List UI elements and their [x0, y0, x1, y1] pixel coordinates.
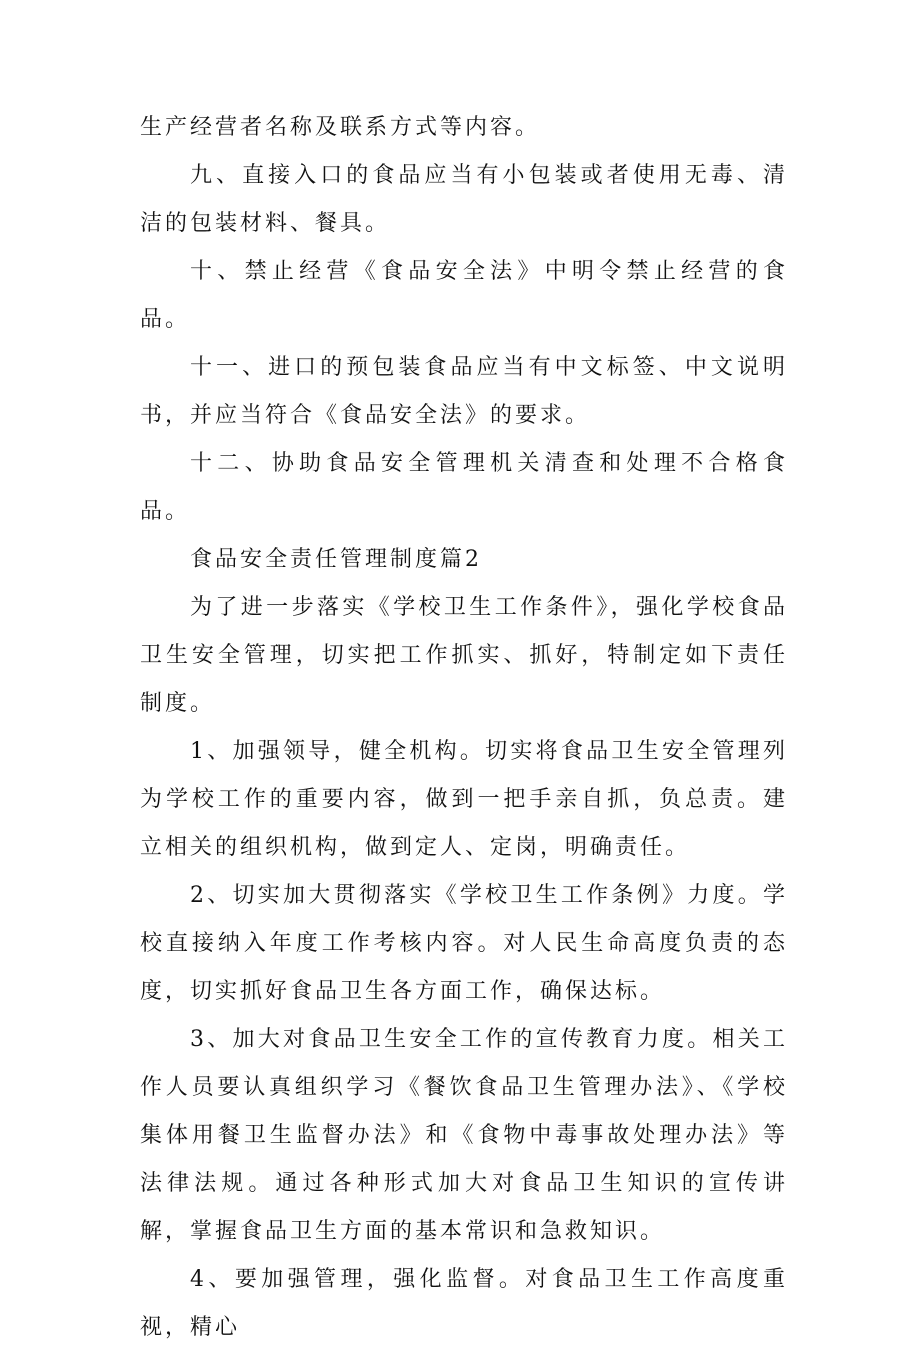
paragraph-point-4: 4、要加强管理，强化监督。对食品卫生工作高度重视，精心	[140, 1267, 788, 1340]
paragraph-point-3: 3、加大对食品卫生安全工作的宣传教育力度。相关工作人员要认真组织学习《餐饮食品卫生管理办法》、《学校集体用餐卫生监督办法》和《食物中毒事故处理办法》等法律法规。通过各种形式加大对食品卫生知识的宣传讲解，掌握食品卫生方面的基本常识和急救知识。	[140, 1027, 788, 1244]
paragraph-intro: 为了进一步落实《学校卫生工作条件》，强化学校食品卫生安全管理，切实把工作抓实、抓好，特制定如下责任制度。	[140, 595, 788, 716]
section-heading: 食品安全责任管理制度篇2	[190, 547, 482, 572]
paragraph-item-12: 十二、协助食品安全管理机关清查和处理不合格食品。	[140, 451, 788, 524]
paragraph-point-1: 1、加强领导，健全机构。切实将食品卫生安全管理列为学校工作的重要内容，做到一把手亲自抓，负总责。建立相关的组织机构，做到定人、定岗，明确责任。	[140, 739, 788, 860]
paragraph-point-2: 2、切实加大贯彻落实《学校卫生工作条例》力度。学校直接纳入年度工作考核内容。对人民生命高度负责的态度，切实抓好食品卫生各方面工作，确保达标。	[140, 883, 788, 1004]
document-body	[140, 104, 788, 1352]
paragraph-item-9: 九、直接入口的食品应当有小包装或者使用无毒、清洁的包装材料、餐具。	[140, 163, 788, 236]
paragraph-item-11: 十一、进口的预包装食品应当有中文标签、中文说明书，并应当符合《食品安全法》的要求。	[140, 355, 788, 428]
paragraph-item-10: 十、禁止经营《食品安全法》中明令禁止经营的食品。	[140, 259, 788, 332]
paragraph-continuation: 生产经营者名称及联系方式等内容。	[140, 115, 541, 140]
